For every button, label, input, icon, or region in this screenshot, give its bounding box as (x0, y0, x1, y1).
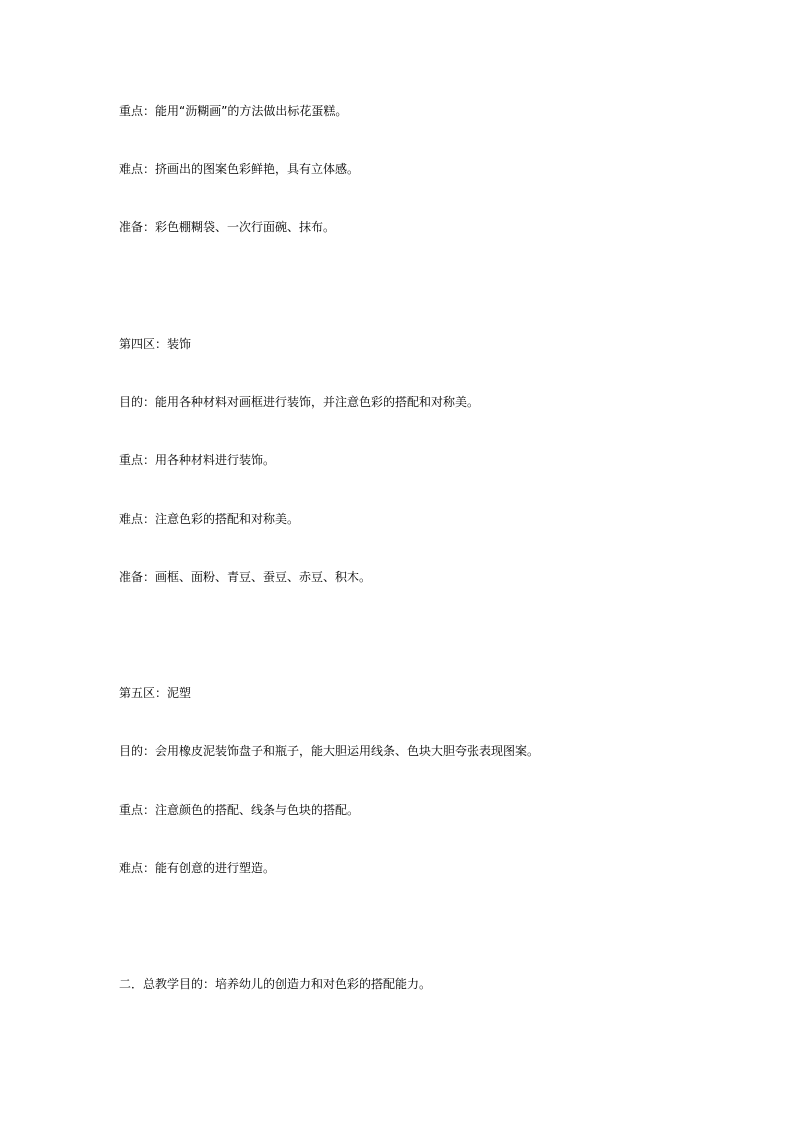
difficulty-line-cake: 难点：挤画出的图案色彩鲜艳，具有立体感。 (119, 162, 360, 176)
goal-line-clay: 目的：会用橡皮泥装饰盘子和瓶子，能大胆运用线条、色块大胆夸张表现图案。 (119, 744, 540, 758)
difficulty-line-clay: 难点：能有创意的进行塑造。 (119, 861, 276, 875)
preparation-line-decoration: 准备：画框、面粉、青豆、蚕豆、赤豆、积木。 (119, 570, 372, 584)
overall-teaching-goal: 二．总教学目的：培养幼儿的创造力和对色彩的搭配能力。 (119, 977, 432, 991)
key-point-line-cake: 重点：能用“沥糊画”的方法做出标花蛋糕。 (119, 104, 348, 118)
preparation-line-cake: 准备：彩色棚糊袋、一次行面碗、抹布。 (119, 220, 336, 234)
difficulty-line-decoration: 难点：注意色彩的搭配和对称美。 (119, 512, 300, 526)
key-point-line-decoration: 重点：用各种材料进行装饰。 (119, 453, 276, 467)
goal-line-decoration: 目的：能用各种材料对画框进行装饰，并注意色彩的搭配和对称美。 (119, 395, 480, 409)
section-heading-zone-5: 第五区：泥塑 (119, 686, 192, 700)
section-heading-zone-4: 第四区：装饰 (119, 337, 192, 351)
key-point-line-clay: 重点：注意颜色的搭配、线条与色块的搭配。 (119, 803, 360, 817)
